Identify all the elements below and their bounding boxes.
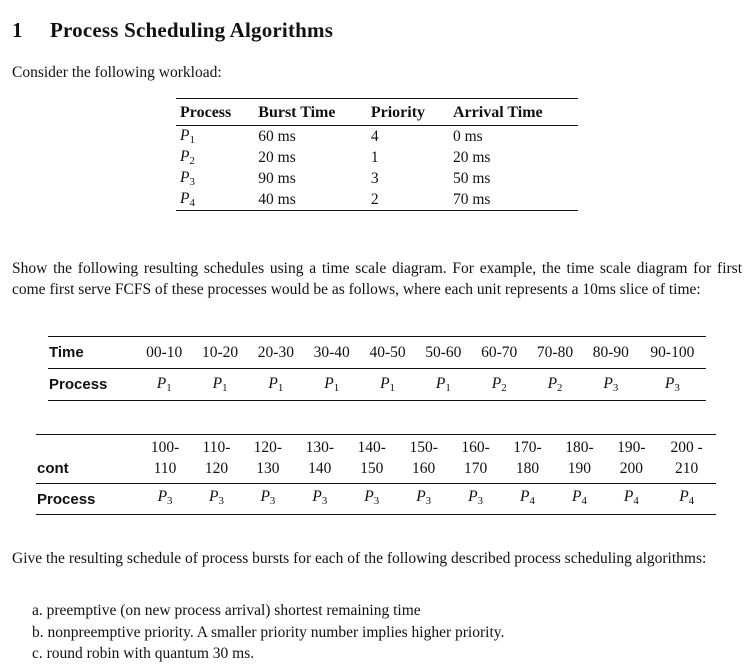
process-letter: P (364, 488, 374, 505)
burst-time-cell: 40 ms (258, 190, 296, 208)
scheduled-process-cell (502, 484, 554, 515)
scheduled-process-cell (605, 484, 657, 515)
workload-row (176, 126, 578, 148)
priority-cell: 3 (370, 169, 379, 187)
col-header-burst-time: Burst Time (258, 104, 336, 121)
time-slot-cell: 60-70 (481, 343, 518, 361)
time-slot-start: 100- (150, 439, 180, 456)
cont-time-row (36, 435, 716, 484)
process-subscript: 1 (277, 382, 284, 394)
cont-process-row (36, 484, 716, 515)
process-subscript: 2 (557, 382, 563, 394)
process-letter: P (435, 375, 446, 392)
workload-table (176, 98, 578, 211)
time-slot-cell (191, 435, 242, 484)
process-subscript: 4 (633, 495, 639, 507)
time-slot-start: 190- (617, 439, 646, 456)
time-slot-end: 200 (619, 460, 643, 477)
scheduled-process-cell (346, 484, 398, 515)
process-subscript: 1 (445, 382, 451, 394)
process-label: Process (49, 376, 108, 393)
time-slot-cell (346, 435, 398, 484)
instructions-text: Give the resulting schedule of process bursts for each of the following described process scheduling algorithms: (12, 550, 707, 567)
scheduled-process-cell (657, 484, 716, 515)
time-slot-cell: 90-100 (650, 343, 695, 361)
process-letter: P (380, 375, 390, 392)
scheduled-process-cell (136, 369, 192, 401)
process-subscript: 1 (166, 382, 172, 394)
process-subscript: 3 (612, 382, 619, 394)
scheduled-process-cell (639, 369, 706, 401)
process-subscript: 3 (477, 495, 484, 507)
time-slot-cell (450, 435, 502, 484)
process-subscript: 3 (674, 382, 680, 394)
process-letter: P (212, 375, 223, 392)
priority-cell: 1 (370, 148, 379, 166)
process-letter: P (180, 169, 190, 186)
arrival-time-cell: 50 ms (453, 169, 491, 187)
process-subscript: 1 (189, 134, 195, 146)
time-slot-cell (139, 435, 191, 484)
process-subscript: 4 (688, 495, 695, 507)
process-subscript: 3 (167, 495, 173, 507)
time-row (48, 337, 706, 369)
process-cell (176, 168, 254, 189)
time-slot-start: 200 - (670, 439, 703, 456)
process-subscript: 1 (333, 382, 340, 394)
scheduled-process-cell (527, 369, 583, 401)
section-title: Process Scheduling Algorithms (50, 18, 334, 42)
time-slot-start: 150- (409, 439, 438, 456)
process-letter: P (468, 488, 478, 505)
process-subscript: 3 (189, 176, 195, 188)
time-slot-start: 160- (461, 439, 490, 456)
time-slot-cell: 30-40 (313, 343, 350, 361)
process-subscript: 4 (529, 495, 535, 507)
process-cell (176, 189, 254, 211)
scheduled-process-cell (191, 484, 242, 515)
process-subscript: 1 (222, 382, 228, 394)
burst-time-cell: 90 ms (258, 169, 296, 187)
time-slot-cell: 00-10 (146, 343, 183, 361)
priority-cell: 2 (370, 190, 379, 208)
scheduled-process-cell (294, 484, 346, 515)
process-subscript: 3 (218, 495, 224, 507)
process-letter: P (260, 488, 270, 505)
fcfs-schedule-table (48, 336, 706, 401)
col-header-arrival-time: Arrival Time (453, 104, 543, 121)
process-subscript: 3 (373, 495, 380, 507)
time-label: Time (49, 344, 84, 361)
algorithm-list (32, 600, 504, 665)
algorithm-item-b: b. nonpreemptive priority. A smaller priority number implies higher priority. (32, 623, 505, 641)
time-slot-cell (398, 435, 450, 484)
time-slot-start: 180- (565, 439, 594, 456)
process-letter: P (156, 375, 167, 392)
process-subscript: 4 (581, 495, 587, 507)
burst-time-cell: 60 ms (258, 127, 296, 145)
process-letter: P (491, 375, 502, 392)
time-slot-cell (605, 435, 657, 484)
scheduled-process-cell (304, 369, 360, 401)
cont-process-label: Process (37, 490, 96, 508)
time-slot-end: 140 (308, 460, 332, 477)
time-slot-cell: 20-30 (257, 343, 294, 361)
time-slot-cell: 40-50 (369, 343, 406, 361)
scheduled-process-cell (553, 484, 605, 515)
process-letter: P (157, 488, 168, 505)
process-letter: P (312, 488, 322, 505)
workload-row (176, 147, 578, 168)
col-header-priority: Priority (370, 104, 426, 121)
time-slot-end: 190 (567, 460, 592, 477)
time-slot-start: 120- (253, 439, 283, 456)
section-heading (12, 18, 333, 43)
algorithm-item-c: c. round robin with quantum 30 ms. (32, 645, 255, 662)
time-slot-cell (553, 435, 605, 484)
time-slot-end: 130 (256, 460, 280, 477)
time-slot-start: 140- (357, 439, 386, 456)
process-letter: P (180, 148, 190, 165)
time-slot-end: 180 (515, 460, 540, 477)
cont-label: cont (37, 460, 69, 477)
workload-header-row (176, 99, 578, 126)
time-slot-cell: 10-20 (201, 343, 239, 361)
scheduled-process-cell (192, 369, 248, 401)
time-slot-cell (502, 435, 554, 484)
time-slot-start: 110- (202, 439, 231, 456)
process-letter: P (180, 190, 190, 207)
scheduled-process-cell (450, 484, 502, 515)
process-letter: P (547, 375, 558, 392)
time-slot-start: 170- (513, 439, 542, 456)
process-row (48, 369, 706, 401)
process-letter: P (268, 375, 278, 392)
time-slot-cell (657, 435, 716, 484)
process-letter: P (571, 488, 582, 505)
explanation-text: Show the following resulting schedules using a time scale diagram. For example, the time scale diagram for first come first serve FCFS of these processes would be as follows, where each unit represents a 10ms slice of time: (12, 260, 742, 298)
process-letter: P (180, 127, 190, 144)
process-letter: P (416, 488, 426, 505)
process-subscript: 3 (269, 495, 276, 507)
fcfs-schedule-continued-table (36, 434, 716, 515)
priority-cell: 4 (370, 127, 379, 145)
time-slot-cell (294, 435, 346, 484)
scheduled-process-cell (398, 484, 450, 515)
scheduled-process-cell (471, 369, 527, 401)
process-letter: P (209, 488, 219, 505)
time-slot-end: 120 (204, 460, 229, 477)
workload-row (176, 168, 578, 189)
process-letter: P (679, 488, 689, 505)
scheduled-process-cell (583, 369, 639, 401)
process-subscript: 4 (189, 197, 195, 209)
workload-row (176, 189, 578, 211)
time-slot-end: 110 (153, 460, 177, 477)
process-subscript: 2 (501, 382, 507, 394)
process-letter: P (324, 375, 334, 392)
arrival-time-cell: 0 ms (453, 127, 483, 145)
scheduled-process-cell (242, 484, 294, 515)
section-number: 1 (12, 18, 23, 42)
algorithm-item-a: a. preemptive (on new process arrival) shortest remaining time (32, 602, 421, 619)
time-slot-start: 130- (305, 439, 335, 456)
time-slot-end: 150 (360, 460, 384, 477)
burst-time-cell: 20 ms (258, 148, 296, 166)
process-letter: P (520, 488, 530, 505)
process-cell (176, 147, 254, 168)
process-cell (176, 126, 254, 148)
scheduled-process-cell (360, 369, 416, 401)
time-slot-cell: 70-80 (536, 343, 574, 361)
intro-text: Consider the following workload: (12, 64, 222, 81)
time-slot-end: 160 (412, 460, 436, 477)
process-subscript: 2 (189, 155, 195, 167)
workload-body (176, 126, 578, 211)
scheduled-process-cell (139, 484, 191, 515)
time-slot-cell: 50-60 (425, 343, 462, 361)
process-letter: P (603, 375, 613, 392)
time-slot-cell (242, 435, 294, 484)
col-header-process: Process (180, 104, 232, 121)
process-subscript: 3 (425, 495, 432, 507)
time-slot-cell: 80-90 (592, 343, 629, 361)
scheduled-process-cell (248, 369, 304, 401)
process-subscript: 1 (389, 382, 395, 394)
arrival-time-cell: 20 ms (453, 148, 491, 166)
process-letter: P (664, 375, 675, 392)
arrival-time-cell: 70 ms (453, 190, 491, 208)
time-slot-end: 170 (463, 460, 488, 477)
process-subscript: 3 (321, 495, 328, 507)
time-slot-end: 210 (675, 460, 699, 477)
process-letter: P (623, 488, 634, 505)
scheduled-process-cell (415, 369, 471, 401)
